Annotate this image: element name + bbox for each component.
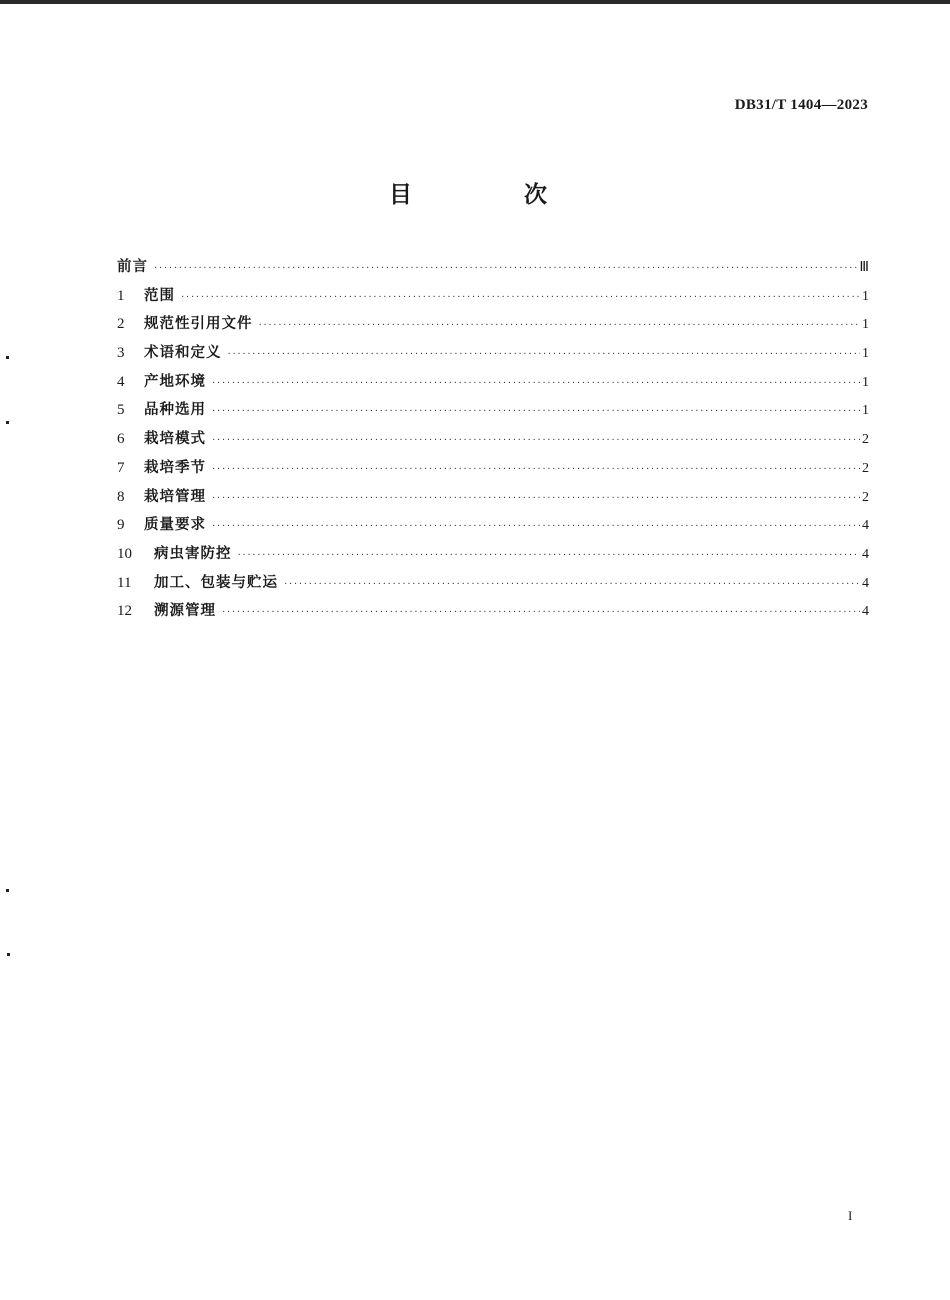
toc-leader-dots	[222, 607, 860, 618]
binding-hole-mark	[6, 889, 9, 892]
toc-entry-page: 1	[862, 374, 869, 390]
toc-leader-dots	[284, 579, 860, 590]
toc-entry-number: 9	[117, 517, 125, 534]
toc-leader-dots	[228, 349, 861, 360]
toc-leader-dots	[181, 292, 860, 303]
binding-hole-mark	[6, 421, 9, 424]
toc-entry[interactable]	[117, 485, 869, 514]
toc-entry[interactable]	[117, 370, 869, 399]
toc-entry-number: 2	[117, 316, 125, 333]
toc-entry-number: 3	[117, 345, 125, 362]
toc-entry-page: 4	[862, 575, 869, 591]
toc-entry-label: 规范性引用文件	[144, 315, 253, 333]
toc-entry[interactable]	[117, 341, 869, 370]
top-border-rule	[0, 0, 950, 4]
toc-entry-page: 2	[862, 432, 869, 448]
toc-entry-number: 6	[117, 431, 125, 448]
toc-entry-page: 1	[862, 346, 869, 362]
toc-entry[interactable]	[117, 599, 869, 628]
toc-entry-label: 病虫害防控	[154, 544, 232, 562]
toc-entry-number: 7	[117, 459, 125, 476]
toc-entry-label: 产地环境	[144, 372, 206, 390]
toc-entry-page: Ⅲ	[859, 260, 869, 275]
toc-entry-label: 术语和定义	[144, 344, 222, 362]
binding-hole-mark	[7, 953, 10, 956]
toc-entry-number: 5	[117, 402, 125, 419]
toc-entry[interactable]	[117, 427, 869, 456]
toc-entry[interactable]	[117, 284, 869, 313]
table-of-contents	[117, 255, 869, 628]
toc-entry-number: 10	[117, 545, 132, 562]
toc-entry-page: 1	[862, 317, 869, 333]
toc-entry-number: 12	[117, 603, 132, 620]
binding-hole-mark	[6, 356, 9, 359]
toc-entry-number: 8	[117, 488, 125, 505]
toc-leader-dots	[212, 493, 860, 504]
toc-entry-page: 2	[862, 460, 869, 476]
document-code: DB31/T 1404—2023	[734, 97, 868, 113]
toc-entry[interactable]	[117, 456, 869, 485]
toc-entry-number: 11	[117, 574, 132, 591]
toc-leader-dots	[212, 464, 860, 475]
toc-entry[interactable]	[117, 312, 869, 341]
toc-leader-dots	[238, 550, 861, 561]
toc-entry-page: 4	[862, 518, 869, 534]
toc-entry-number: 4	[117, 373, 125, 390]
toc-entry-page: 1	[862, 288, 869, 304]
toc-entry-page: 1	[862, 403, 869, 419]
toc-entry[interactable]	[117, 398, 869, 427]
toc-entry-label: 溯源管理	[154, 602, 216, 620]
toc-entry[interactable]	[117, 513, 869, 542]
toc-leader-dots	[259, 320, 861, 331]
toc-leader-dots	[212, 521, 860, 532]
toc-entry-number: 1	[117, 287, 125, 304]
toc-leader-dots	[212, 406, 860, 417]
toc-leader-dots	[212, 378, 860, 389]
toc-leader-dots	[154, 263, 857, 274]
toc-leader-dots	[212, 435, 860, 446]
toc-entry-label: 质量要求	[144, 516, 206, 534]
page-number: I	[848, 1208, 853, 1223]
toc-entry-foreword[interactable]	[117, 255, 869, 284]
toc-entry-page: 4	[862, 546, 869, 562]
toc-entry-label: 栽培季节	[144, 458, 206, 476]
toc-entry-label: 加工、包装与贮运	[154, 573, 278, 591]
toc-entry[interactable]	[117, 542, 869, 571]
toc-entry-page: 2	[862, 489, 869, 505]
toc-entry-label: 范围	[144, 286, 175, 304]
toc-entry-label: 品种选用	[144, 401, 206, 419]
toc-entry-label: 栽培模式	[144, 430, 206, 448]
toc-title: 目 次	[388, 182, 599, 208]
toc-entry[interactable]	[117, 571, 869, 600]
toc-entry-page: 4	[862, 604, 869, 620]
toc-entry-label: 栽培管理	[144, 487, 206, 505]
toc-entry-label: 前言	[117, 258, 148, 275]
